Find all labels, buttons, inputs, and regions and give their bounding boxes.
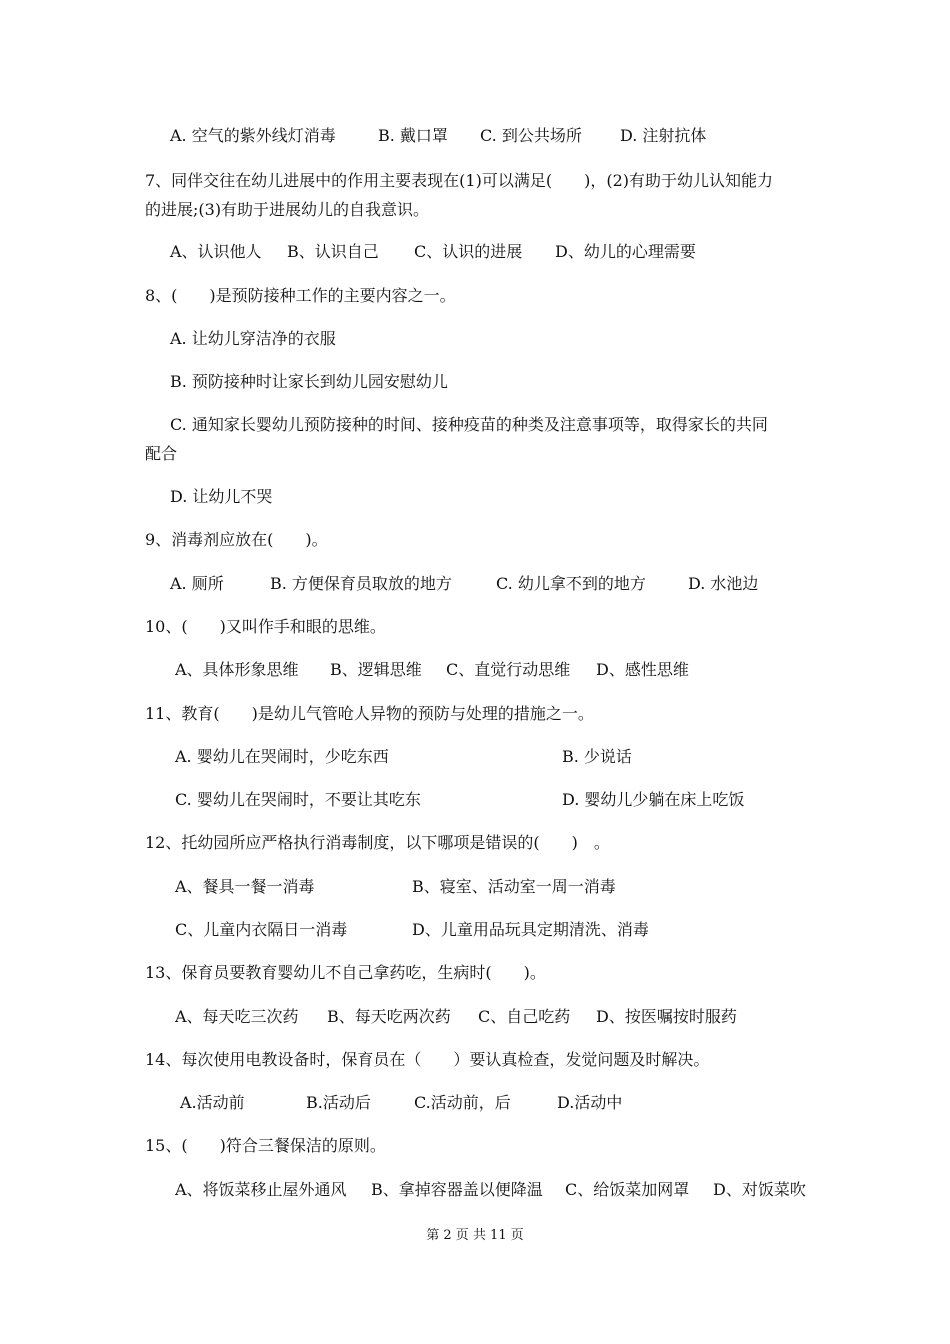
q10-option-a: A、具体形象思维: [175, 660, 299, 679]
q10-option-b: B、逻辑思维: [330, 660, 422, 679]
q10-option-c: C、直觉行动思维: [446, 660, 571, 679]
q8-option-b: B. 预防接种时让家长到幼儿园安慰幼儿: [170, 372, 448, 391]
q7-stem-line1: 7、同伴交往在幼儿进展中的作用主要表现在(1)可以满足( )，(2)有助于幼儿认知能力: [145, 171, 773, 190]
q10-option-d: D、感性思维: [596, 660, 689, 679]
q8-stem: 8、( )是预防接种工作的主要内容之一。: [145, 286, 456, 305]
q12-stem: 12、托幼园所应严格执行消毒制度，以下哪项是错误的( ) 。: [145, 833, 610, 852]
q9-option-b: B. 方便保育员取放的地方: [270, 574, 452, 593]
page-footer: 第 2 页 共 11 页: [426, 1228, 524, 1243]
q6-option-c: C. 到公共场所: [480, 126, 582, 145]
q14-option-c: C.活动前，后: [414, 1093, 511, 1112]
q8-option-d: D. 让幼儿不哭: [170, 487, 273, 506]
q9-option-c: C. 幼儿拿不到的地方: [496, 574, 646, 593]
q11-option-a: A. 婴幼儿在哭闹时，少吃东西: [175, 747, 389, 766]
q11-option-d: D. 婴幼儿少躺在床上吃饭: [562, 790, 745, 809]
q9-stem: 9、消毒剂应放在( )。: [145, 530, 328, 549]
q14-option-b: B.活动后: [306, 1093, 371, 1112]
q12-option-b: B、寝室、活动室一周一消毒: [412, 877, 616, 896]
q7-stem-line2: 的进展;(3)有助于进展幼儿的自我意识。: [145, 200, 430, 219]
q7-option-a: A、认识他人: [170, 242, 262, 261]
q14-stem: 14、每次使用电教设备时，保育员在（ ）要认真检查，发觉问题及时解决。: [145, 1050, 710, 1069]
q8-option-a: A. 让幼儿穿洁净的衣服: [170, 329, 336, 348]
q6-option-b: B. 戴口罩: [378, 126, 448, 145]
q8-option-c: C. 通知家长婴幼儿预防接种的时间、接种疫苗的种类及注意事项等，取得家长的共同: [170, 415, 768, 434]
q12-option-c: C、儿童内衣隔日一消毒: [175, 920, 348, 939]
q8-option-c-continued: 配合: [145, 444, 178, 463]
q15-option-d: D、对饭菜吹: [713, 1180, 806, 1199]
q9-option-a: A. 厕所: [170, 574, 224, 593]
q11-option-b: B. 少说话: [562, 747, 632, 766]
q13-stem: 13、保育员要教育婴幼儿不自己拿药吃，生病时( )。: [145, 963, 546, 982]
q13-option-b: B、每天吃两次药: [327, 1007, 451, 1026]
q11-stem: 11、教育( )是幼儿气管呛人异物的预防与处理的措施之一。: [145, 704, 594, 723]
q12-option-d: D、儿童用品玩具定期清洗、消毒: [412, 920, 649, 939]
q14-option-d: D.活动中: [557, 1093, 623, 1112]
q6-option-a: A. 空气的紫外线灯消毒: [170, 126, 336, 145]
q11-option-c: C. 婴幼儿在哭闹时，不要让其吃东: [175, 790, 421, 809]
q15-option-c: C、给饭菜加网罩: [565, 1180, 690, 1199]
q10-stem: 10、( )又叫作手和眼的思维。: [145, 617, 386, 636]
q6-option-d: D. 注射抗体: [620, 126, 707, 145]
q13-option-a: A、每天吃三次药: [175, 1007, 299, 1026]
q7-option-b: B、认识自己: [287, 242, 379, 261]
q15-stem: 15、( )符合三餐保洁的原则。: [145, 1136, 386, 1155]
q15-option-b: B、拿掉容器盖以便降温: [371, 1180, 543, 1199]
q12-option-a: A、餐具一餐一消毒: [175, 877, 315, 896]
q7-option-c: C、认识的进展: [414, 242, 523, 261]
q7-option-d: D、幼儿的心理需要: [555, 242, 696, 261]
q13-option-d: D、按医嘱按时服药: [596, 1007, 737, 1026]
q13-option-c: C、自己吃药: [478, 1007, 571, 1026]
q9-option-d: D. 水池边: [688, 574, 759, 593]
q14-option-a: A.活动前: [180, 1093, 245, 1112]
q15-option-a: A、将饭菜移止屋外通风: [175, 1180, 347, 1199]
